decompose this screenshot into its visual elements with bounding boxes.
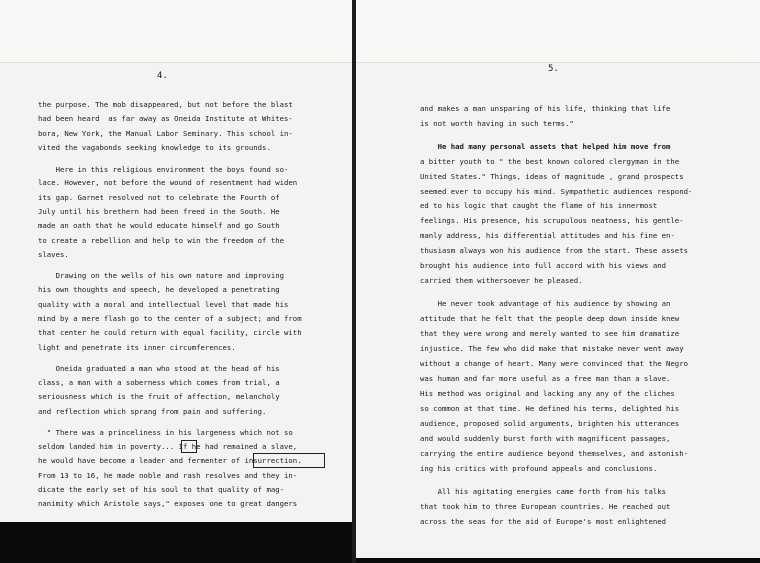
text-line: was human and far more useful as a free man than a slave.: [420, 374, 671, 383]
text-line: a bitter youth to " the best known colored clergyman in the: [420, 157, 680, 166]
right-page: [356, 0, 760, 558]
page-top-strip: [356, 0, 760, 63]
left-page: [0, 0, 352, 522]
text-line: lace. However, not before the wound of resentment had widen: [38, 178, 298, 187]
text-line: " There was a princeliness in his largeness which not so: [38, 428, 293, 437]
text-line: that center he could return with equal facility, circle with: [38, 328, 302, 337]
text-line: made an oath that he would educate himself and go South: [38, 221, 280, 230]
text-line: he would have become a leader and fermenter of insurrection.: [38, 456, 302, 465]
text-line: July until his brethern had been freed in the South. He: [38, 207, 280, 216]
text-line: the purpose. The mob disappeared, but not before the blast: [38, 100, 293, 109]
page-number: 5.: [548, 64, 559, 74]
text-line: ed to his logic that caught the flame of his innermost: [420, 201, 658, 210]
text-line: carried them withersoever he pleased.: [420, 276, 583, 285]
text-line: mind by a mere flash go to the center of a subject; and from: [38, 314, 302, 323]
text-line: class, a man with a soberness which comes from trial, a: [38, 378, 280, 387]
text-line: and makes a man unsparing of his life, thinking that life: [420, 104, 671, 113]
text-line: manly address, his differential attitudes and his fine en-: [420, 231, 675, 240]
text-line: injustice. The few who did make that mistake never went away: [420, 344, 684, 353]
editor-box-mark: [253, 453, 325, 468]
text-line: All his agitating energies came forth from his talks: [420, 487, 667, 496]
text-line: light and penetrate its inner circumferences.: [38, 343, 236, 352]
text-line: seemed ever to occupy his mind. Sympathetic audiences respond-: [420, 187, 693, 196]
text-line: Drawing on the wells of his own nature and improving: [38, 271, 285, 280]
text-line: its gap. Garnet resolved not to celebrate the Fourth of: [38, 193, 280, 202]
text-line: thusiasm always won his audience from the start. These assets: [420, 246, 688, 255]
text-line: had been heard as far away as Oneida Institute at Whites-: [38, 114, 293, 123]
text-line: quality with a moral and intellectual level that made his: [38, 300, 289, 309]
text-line: From 13 to 16, he made noble and rash resolves and they in-: [38, 471, 298, 480]
text-line: His method was original and lacking any any of the cliches: [420, 389, 675, 398]
text-line: carrying the entire audience beyond themselves, and astonish-: [420, 449, 688, 458]
text-line: seriousness which is the fruit of affection, melancholy: [38, 392, 280, 401]
text-line: so common at that time. He defined his terms, delighted his: [420, 404, 680, 413]
editor-box-mark: [181, 440, 197, 453]
text-line: United States." Things, ideas of magnitude , grand prospects: [420, 172, 684, 181]
text-line: and reflection which sprang from pain and suffering.: [38, 407, 267, 416]
text-line: seldom landed him in poverty... If he had remained a slave,: [38, 442, 298, 451]
text-line: bora, New York, the Manual Labor Seminary. This school in-: [38, 129, 293, 138]
page-top-strip: [0, 0, 352, 63]
text-line: attitude that he felt that the people deep down inside knew: [420, 314, 680, 323]
text-line: feelings. His presence, his scrupulous neatness, his gentle-: [420, 216, 684, 225]
text-line: brought his audience into full accord with his views and: [420, 261, 667, 270]
text-line: to create a rebellion and help to win the freedom of the: [38, 236, 285, 245]
text-line: is not worth having in such terms.": [420, 119, 574, 128]
text-line: nanimity which Aristole says," exposes one to great dangers: [38, 499, 298, 508]
text-line: He never took advantage of his audience by showing an: [420, 299, 671, 308]
page-number: 4.: [157, 71, 168, 81]
text-line: Oneida graduated a man who stood at the head of his: [38, 364, 280, 373]
text-line: without a change of heart. Many were convinced that the Negro: [420, 359, 688, 368]
text-line: that they were wrong and merely wanted to see him dramatize: [420, 329, 680, 338]
text-line: He had many personal assets that helped him move from: [420, 142, 671, 151]
text-line: and would suddenly burst forth with magnificent passages,: [420, 434, 671, 443]
text-line: audience, proposed solid arguments, brighten his utterances: [420, 419, 680, 428]
text-line: his own thoughts and speech, he developed a penetrating: [38, 285, 280, 294]
text-line: vited the vagabonds seeking knowledge to its grounds.: [38, 143, 271, 152]
text-line: Here in this religious environment the boys found so-: [38, 165, 289, 174]
text-line: across the seas for the aid of Europe's most enlightened: [420, 517, 667, 526]
text-line: that took him to three European countries. He reached out: [420, 502, 671, 511]
text-line: dicate the early set of his soul to that quality of mag-: [38, 485, 285, 494]
text-line: slaves.: [38, 250, 69, 259]
text-line: ing his critics with profound appeals and conclusions.: [420, 464, 658, 473]
